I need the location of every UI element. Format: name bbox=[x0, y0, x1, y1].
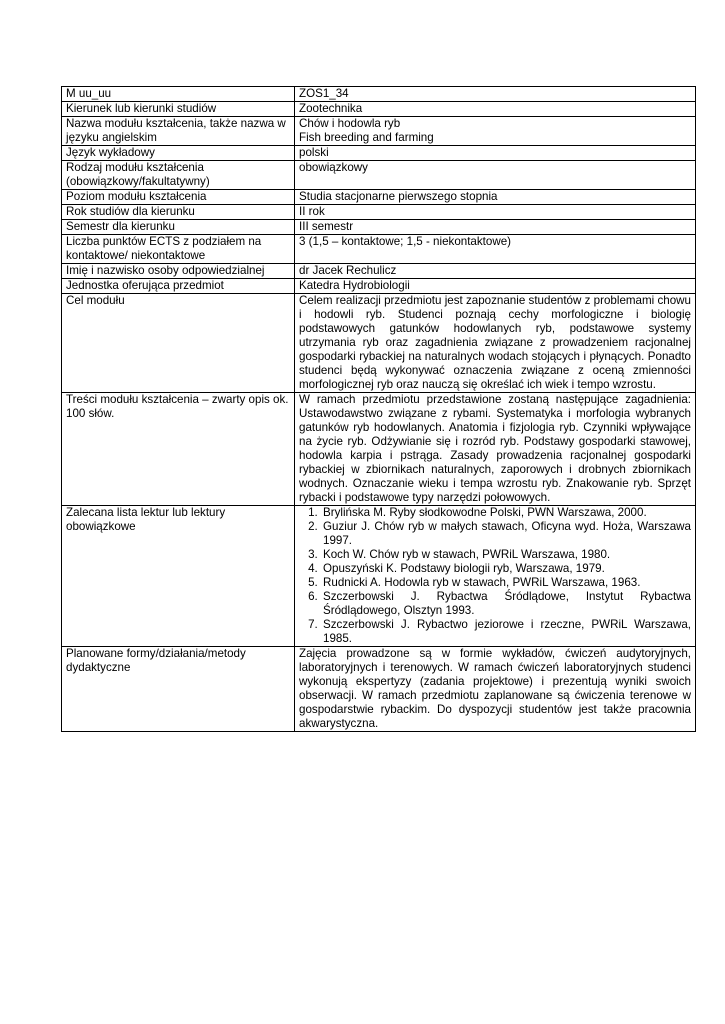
literature-item: 7. Szczerbowski J. Rybactwo jeziorowe i rzeczne, PWRiL Warszawa, 1985. bbox=[321, 618, 691, 646]
literature-item: 5. Rudnicki A. Hodowla ryb w stawach, PWRiL Warszawa, 1963. bbox=[321, 576, 691, 590]
table-row bbox=[62, 235, 696, 264]
row-value-module-content: W ramach przedmiotu przedstawione zostaną następujące zagadnienia: Ustawodawstwo związane z rybami. Systematyka i morfologia wybranych gatunków ryb hodowlanych. Anatomia i fizjologia ryb. Czynniki wpływające na życie ryb. Odżywianie się i rozród ryb. Podstawy gospodarki stawowej, hodowla karpia i pstrąga. Zasady prowadzenia racjonalnej gospodarki rybackiej w zbiornikach naturalnych, zaporowych i drobnych zbiornikach wodnych. Oznaczanie wieku i tempa wzrostu ryb. Znakowanie ryb. Sprzęt rybacki i podstawowe typy narzędzi połowowych. bbox=[295, 393, 696, 506]
table-row bbox=[62, 393, 696, 506]
row-label-language: Język wykładowy bbox=[62, 146, 295, 161]
table-row bbox=[62, 102, 696, 117]
row-value-field-of-study: Zootechnika bbox=[295, 102, 696, 117]
row-label-responsible-person: Imię i nazwisko osoby odpowiedzialnej bbox=[62, 264, 295, 279]
table-row bbox=[62, 506, 696, 647]
row-label-literature: Zalecana lista lektur lub lektury obowiązkowe bbox=[62, 506, 295, 647]
table-row bbox=[62, 87, 696, 102]
row-label-teaching-methods: Planowane formy/działania/metody dydaktyczne bbox=[62, 647, 295, 732]
row-value-language: polski bbox=[295, 146, 696, 161]
row-label-year: Rok studiów dla kierunku bbox=[62, 205, 295, 220]
row-label-module-type: Rodzaj modułu kształcenia (obowiązkowy/fakultatywny) bbox=[62, 161, 295, 190]
row-label-field-of-study: Kierunek lub kierunki studiów bbox=[62, 102, 295, 117]
table-row bbox=[62, 205, 696, 220]
row-label-module-name: Nazwa modułu kształcenia, także nazwa w języku angielskim bbox=[62, 117, 295, 146]
row-label-level: Poziom modułu kształcenia bbox=[62, 190, 295, 205]
row-label-ects: Liczba punktów ECTS z podziałem na kontaktowe/ niekontaktowe bbox=[62, 235, 295, 264]
row-value-code: ZOS1_34 bbox=[295, 87, 696, 102]
table-row bbox=[62, 190, 696, 205]
row-value-semester: III semestr bbox=[295, 220, 696, 235]
table-row bbox=[62, 647, 696, 732]
row-value-literature bbox=[295, 506, 696, 647]
module-description-table bbox=[61, 86, 696, 732]
literature-item: 3. Koch W. Chów ryb w stawach, PWRiL Warszawa, 1980. bbox=[321, 548, 691, 562]
row-value-ects: 3 (1,5 – kontaktowe; 1,5 - niekontaktowe) bbox=[295, 235, 696, 264]
row-label-unit: Jednostka oferująca przedmiot bbox=[62, 279, 295, 294]
row-label-module-goal: Cel modułu bbox=[62, 294, 295, 393]
literature-item: 1. Brylińska M. Ryby słodkowodne Polski, PWN Warszawa, 2000. bbox=[321, 506, 691, 520]
table-row bbox=[62, 220, 696, 235]
literature-list bbox=[299, 506, 691, 646]
literature-item: 6. Szczerbowski J. Rybactwa Śródlądowe, Instytut Rybactwa Śródlądowego, Olsztyn 1993. bbox=[321, 590, 691, 618]
module-name-english: Fish breeding and farming bbox=[299, 131, 434, 144]
row-value-teaching-methods: Zajęcia prowadzone są w formie wykładów, ćwiczeń audytoryjnych, laboratoryjnych i terenowych. W ramach ćwiczeń laboratoryjnych studenci wykonują ekspertyzy (zadania projektowe) i prezentują wyniki swoich obserwacji. W ramach przedmiotu zaplanowane są ćwiczenia terenowe w gospodarstwie rybackim. Do dyspozycji studentów jest także pracownia akwarystyczna. bbox=[295, 647, 696, 732]
row-label-code: M uu_uu bbox=[62, 87, 295, 102]
literature-item: 2. Guziur J. Chów ryb w małych stawach, Oficyna wyd. Hoża, Warszawa 1997. bbox=[321, 520, 691, 548]
table-row bbox=[62, 294, 696, 393]
table-row bbox=[62, 117, 696, 146]
module-name-polish: Chów i hodowla ryb bbox=[299, 117, 401, 130]
table-row bbox=[62, 279, 696, 294]
row-value-year: II rok bbox=[295, 205, 696, 220]
row-value-module-goal: Celem realizacji przedmiotu jest zapoznanie studentów z problemami chowu i hodowli ryb. Studenci poznają cechy morfologiczne i biologię podstawowych gatunków hodowlanych ryb, podstawowe systemy utrzymania ryb oraz zagadnienia związane z prowadzeniem racjonalnej gospodarki rybackiej na naturalnych wodach stojących i płynących. Ponadto studenci będą wykonywać oznaczenia związane z oceną zmienności morfologicznej ryb oraz nauczą się określać ich wiek i tempo wzrostu. bbox=[295, 294, 696, 393]
row-value-responsible-person: dr Jacek Rechulicz bbox=[295, 264, 696, 279]
row-label-module-content: Treści modułu kształcenia – zwarty opis ok. 100 słów. bbox=[62, 393, 295, 506]
row-value-unit: Katedra Hydrobiologii bbox=[295, 279, 696, 294]
row-value-module-name bbox=[295, 117, 696, 146]
table-row bbox=[62, 146, 696, 161]
table-row bbox=[62, 264, 696, 279]
literature-item: 4. Opuszyński K. Podstawy biologii ryb, Warszawa, 1979. bbox=[321, 562, 691, 576]
row-value-level: Studia stacjonarne pierwszego stopnia bbox=[295, 190, 696, 205]
row-label-semester: Semestr dla kierunku bbox=[62, 220, 295, 235]
row-value-module-type: obowiązkowy bbox=[295, 161, 696, 190]
table-row bbox=[62, 161, 696, 190]
